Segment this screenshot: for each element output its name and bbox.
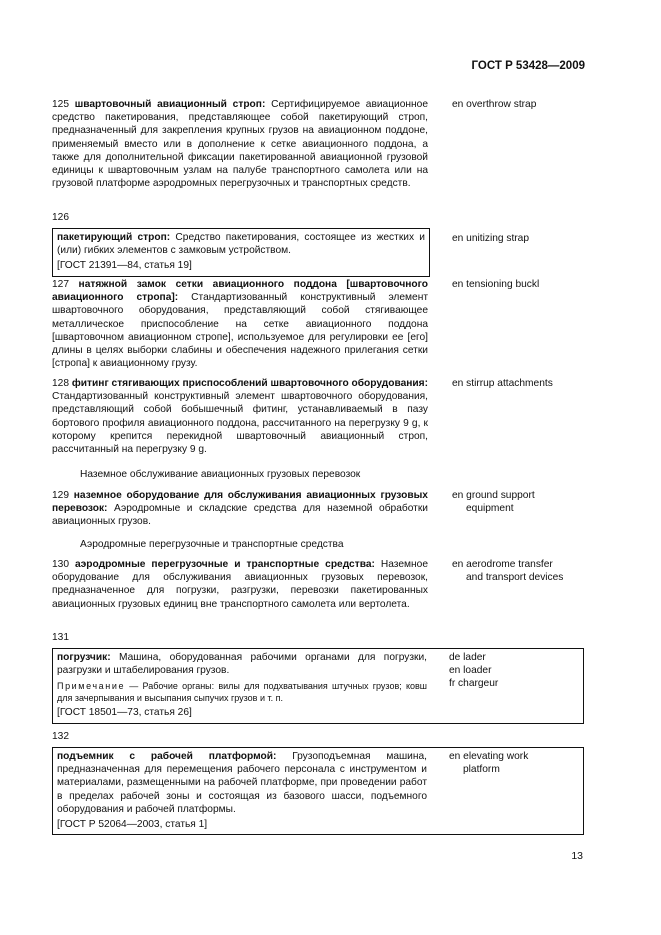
term: наземное оборудование для обслуживания авиационных грузовых перевозок:: [52, 490, 428, 515]
definition: Стандартизованный конструктивный элемент швартовочного оборудования, представляющий собой стягивающее металлическое приспособление на сетке авиационного поддона [швартовочном авиационном стропе], используемое для регулировки ее [его] длины в целях выборки слабины и обеспечения надежного прилегания сетки [стропа] к авиационному грузу.: [52, 292, 428, 370]
equivalents: [452, 98, 592, 111]
en-equivalent: en aerodrome transfer: [452, 559, 553, 570]
entry-129: [52, 489, 582, 529]
entry-number: 129: [52, 490, 69, 501]
equivalents: [452, 558, 592, 584]
entry-127: [52, 278, 582, 370]
term: пакетирующий строп:: [57, 232, 171, 243]
entry-number-132: 132: [52, 731, 69, 742]
en-equivalent: en stirrup attachments: [452, 378, 553, 389]
entry-text: [52, 558, 428, 611]
source-reference: [ГОСТ 21391—84, статья 19]: [57, 260, 192, 272]
equivalents: [452, 278, 592, 291]
entry-number-131: 131: [52, 632, 69, 643]
entry-text: [52, 377, 428, 456]
equivalents: [452, 377, 592, 390]
term: швартовочный авиационный строп:: [74, 99, 266, 110]
term: натяжной замок сетки авиационного поддона [швартовочного авиационного стропа]:: [52, 279, 428, 304]
document-header: ГОСТ Р 53428—2009: [471, 60, 585, 72]
source-reference: [ГОСТ Р 52064—2003, статья 1]: [57, 819, 208, 831]
definition: Средство пакетирования, состоящее из жестких и (или) гибких элементов с замковым устройством.: [57, 232, 425, 257]
entry-number: 128: [52, 378, 69, 389]
term: аэродромные перегрузочные и транспортные средства:: [75, 559, 375, 570]
definition: Стандартизованный конструктивный элемент швартовочного оборудования, представляющий собой бобышечный фитинг, устанавливаемый в пазу бортового профиля авиационного поддона, рассчитанного на перегрузку 9 g, к которому крепится перекидной швартовочный авиационный строп, рассчитанный на перегрузку 9 g.: [52, 391, 428, 456]
note-label: Примечание: [57, 681, 126, 692]
entry-text: [57, 231, 425, 273]
en-equivalent: en overthrow strap: [452, 99, 537, 110]
definition: Наземное оборудование для обслуживания авиационных грузовых перевозок, предназначенное для погрузки, разгрузки, перевозки пакетированных авиационных грузовых единиц вне транспортного самолета или вертолета.: [52, 559, 428, 610]
en-equivalent: en loader: [449, 665, 492, 677]
definition: Машина, оборудованная рабочими органами для погрузки, разгрузки и штабелирования грузов.: [57, 652, 427, 677]
entry-131-box: [52, 648, 584, 724]
equivalents: [449, 750, 589, 776]
entry-text: [57, 651, 427, 720]
definition: Грузоподъемная машина, предназначенная для перемещения рабочего персонала с инструментом и материалами, размещенными на рабочей платформе, при проведении работ в пределах рабочей зоны и состоящая из базового шасси, подъемного оборудования и рабочей платформы.: [57, 751, 427, 815]
entry-number-126: 126: [52, 212, 69, 223]
note: [57, 680, 427, 704]
equivalents: [452, 232, 592, 245]
section-heading-ground-service: Наземное обслуживание авиационных грузовых перевозок: [80, 469, 361, 480]
entry-132-box: [52, 747, 584, 835]
entry-125: [52, 98, 582, 190]
entry-number: 125: [52, 99, 69, 110]
definition: Аэродромные и складские средства для наземной обработки авиационных грузов.: [52, 503, 428, 528]
en-equivalent: en elevating work: [449, 751, 529, 762]
entry-126-box: [52, 228, 430, 277]
en-equivalent: en tensioning buckl: [452, 279, 540, 290]
definition: Сертифицируемое авиационное средство пакетирования, представляющее собой пакетирующий строп, предназначенный для закрепления крупных грузов на авиационном поддоне, применяемый вместо или в дополнение к сетке авиационного поддона, а также для дополнительной фиксации пакетированной авиационной грузовой единицы к швартовочным узлам на палубе транспортного самолета или на грузовой платформе аэродромных перегрузочных и транспортных средств.: [52, 99, 428, 190]
section-heading-aerodrome-devices: Аэродромные перегрузочные и транспортные средства: [80, 539, 344, 550]
en-equivalent-continued: and transport devices: [466, 572, 564, 584]
entry-text: [52, 489, 428, 529]
fr-equivalent: fr chargeur: [449, 678, 499, 690]
entry-number: 127: [52, 279, 69, 290]
entry-text: [52, 278, 428, 370]
entry-text: [52, 98, 428, 190]
equivalents: [449, 651, 589, 691]
entry-130: [52, 558, 582, 611]
note-text: — Рабочие органы: вилы для подхватывания штучных грузов; ковш для зачерпывания и высыпания сыпучих грузов и т. п.: [57, 681, 427, 704]
term: фитинг стягивающих приспособлений швартовочного оборудования:: [71, 378, 428, 389]
en-equivalent: en unitizing strap: [452, 233, 530, 244]
source-reference: [ГОСТ 18501—73, статья 26]: [57, 707, 192, 719]
term: погрузчик:: [57, 652, 111, 663]
term: подъемник с рабочей платформой:: [57, 751, 277, 762]
page-number: 13: [571, 850, 583, 862]
en-equivalent: en ground support: [452, 490, 535, 501]
de-equivalent: de lader: [449, 652, 486, 663]
en-equivalent-continued: equipment: [466, 503, 514, 515]
equivalents: [452, 489, 592, 515]
entry-number: 130: [52, 559, 69, 570]
entry-128: [52, 377, 582, 456]
entry-text: [57, 750, 427, 831]
en-equivalent-continued: platform: [463, 764, 500, 776]
